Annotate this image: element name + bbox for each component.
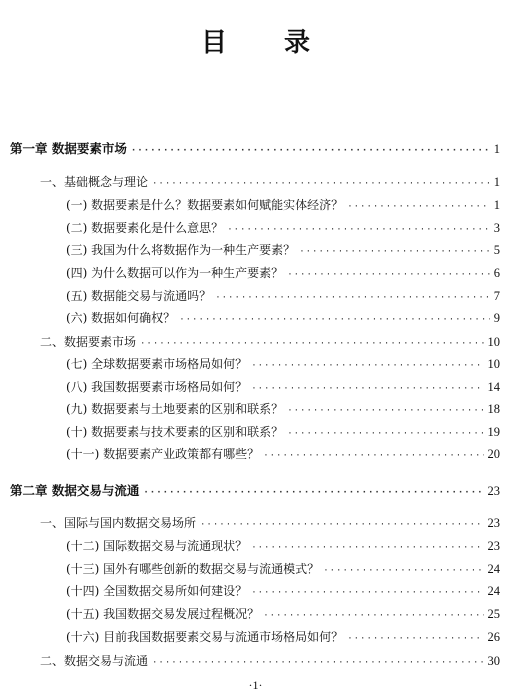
dot-leader <box>143 483 483 503</box>
toc-item-row[interactable] <box>66 627 500 647</box>
dot-leader <box>299 242 490 262</box>
toc-entry-title: (二) 数据要素化是什么意思？ <box>66 221 224 235</box>
toc-entry-title: (十二) 国际数据交易与流通现状？ <box>66 539 248 553</box>
toc-section-row[interactable] <box>40 651 500 671</box>
dot-leader <box>263 446 483 466</box>
dot-leader <box>131 141 490 161</box>
dot-leader <box>347 629 483 649</box>
toc-entry-page: 9 <box>493 311 500 325</box>
toc-entry-page: 14 <box>487 380 500 394</box>
toc-entry-page: 7 <box>493 289 500 303</box>
toc-entry-title: 二、数据交易与流通 <box>40 654 149 668</box>
toc-item-row[interactable] <box>66 422 500 442</box>
toc-entry-title: 一、基础概念与理论 <box>40 175 149 189</box>
toc-item-row[interactable] <box>66 263 500 283</box>
toc-entry-page: 10 <box>487 357 500 371</box>
toc-entry-page: 3 <box>493 221 500 235</box>
toc-entry-page: 1 <box>493 198 500 212</box>
toc-entry-page: 24 <box>487 562 500 576</box>
dot-leader <box>263 606 483 626</box>
toc-entry-title: (三) 我国为什么将数据作为一种生产要素？ <box>66 243 296 257</box>
toc-chapter-row[interactable] <box>10 481 500 501</box>
toc-entry-page: 24 <box>487 584 500 598</box>
toc-entry-title: (十一) 数据要素产业政策都有哪些？ <box>66 447 260 461</box>
toc-entry-title: (四) 为什么数据可以作为一种生产要素？ <box>66 266 284 280</box>
toc-entry-title: (六) 数据如何确权？ <box>66 311 176 325</box>
toc-entry-page: 19 <box>487 425 500 439</box>
toc-entry-title: (七) 全球数据要素市场格局如何？ <box>66 357 248 371</box>
page-number: ·1· <box>248 678 263 692</box>
dot-leader <box>251 379 483 399</box>
toc-item-row[interactable] <box>66 240 500 260</box>
toc-section-row[interactable] <box>40 332 500 352</box>
dot-leader <box>287 424 483 444</box>
toc-entry-title: (五) 数据能交易与流通吗？ <box>66 289 212 303</box>
toc-entry-page: 10 <box>487 335 500 349</box>
toc-entry-page: 1 <box>493 175 500 189</box>
toc-entry-page: 26 <box>487 630 500 644</box>
toc-entry-title: (十三) 国外有哪些创新的数据交易与流通模式？ <box>66 562 320 576</box>
toc-item-row[interactable] <box>66 218 500 238</box>
dot-leader <box>179 310 490 330</box>
dot-leader <box>251 538 483 558</box>
toc-entry-page: 25 <box>487 607 500 621</box>
dot-leader <box>152 174 490 194</box>
toc-entry-title: (十五) 我国数据交易发展过程概况？ <box>66 607 260 621</box>
toc-entry-title: 一、国际与国内数据交易场所 <box>40 516 197 530</box>
toc-entry-title: (十六) 目前我国数据要素交易与流通市场格局如何？ <box>66 630 344 644</box>
toc-item-row[interactable] <box>66 286 500 306</box>
toc-item-row[interactable] <box>66 195 500 215</box>
toc-entry-title: (九) 数据要素与土地要素的区别和联系？ <box>66 402 284 416</box>
toc-item-row[interactable] <box>66 559 500 579</box>
toc-item-row[interactable] <box>66 354 500 374</box>
dot-leader <box>215 288 490 308</box>
dot-leader <box>287 265 490 285</box>
toc-entry-title: 二、数据要素市场 <box>40 335 137 349</box>
toc-entry-title: (十) 数据要素与技术要素的区别和联系？ <box>66 425 284 439</box>
toc-entry-page: 30 <box>487 654 500 668</box>
toc-entry-page: 23 <box>487 484 500 498</box>
toc-item-row[interactable] <box>66 308 500 328</box>
toc-entry-page: 1 <box>493 142 500 156</box>
dot-leader <box>200 515 483 535</box>
dot-leader <box>347 197 490 217</box>
toc-item-row[interactable] <box>66 399 500 419</box>
toc-entry-title: (十四) 全国数据交易所如何建设？ <box>66 584 248 598</box>
dot-leader <box>251 583 483 603</box>
dot-leader <box>323 561 483 581</box>
toc-entry-title: 第一章 数据要素市场 <box>10 141 127 156</box>
toc-entry-title: (八) 我国数据要素市场格局如何？ <box>66 380 248 394</box>
toc-entry-title: 第二章 数据交易与流通 <box>10 483 140 498</box>
dot-leader <box>251 356 483 376</box>
toc-item-row[interactable] <box>66 444 500 464</box>
toc-entry-page: 5 <box>493 243 500 257</box>
toc-entry-page: 18 <box>487 402 500 416</box>
toc-item-row[interactable] <box>66 536 500 556</box>
toc-entry-page: 23 <box>487 539 500 553</box>
dot-leader <box>227 220 490 240</box>
toc-section-row[interactable] <box>40 513 500 533</box>
dot-leader <box>140 334 483 354</box>
toc-item-row[interactable] <box>66 581 500 601</box>
dot-leader <box>152 653 483 673</box>
dot-leader <box>287 401 483 421</box>
toc-chapter-row[interactable] <box>10 139 500 159</box>
toc-section-row[interactable] <box>40 172 500 192</box>
toc-item-row[interactable] <box>66 377 500 397</box>
toc-entry-page: 20 <box>487 447 500 461</box>
toc-entry-title: (一) 数据要素是什么？数据要素如何赋能实体经济？ <box>66 198 344 212</box>
page-title: 目 录 <box>200 28 335 58</box>
toc-item-row[interactable] <box>66 604 500 624</box>
toc-entry-page: 6 <box>493 266 500 280</box>
toc-entry-page: 23 <box>487 516 500 530</box>
